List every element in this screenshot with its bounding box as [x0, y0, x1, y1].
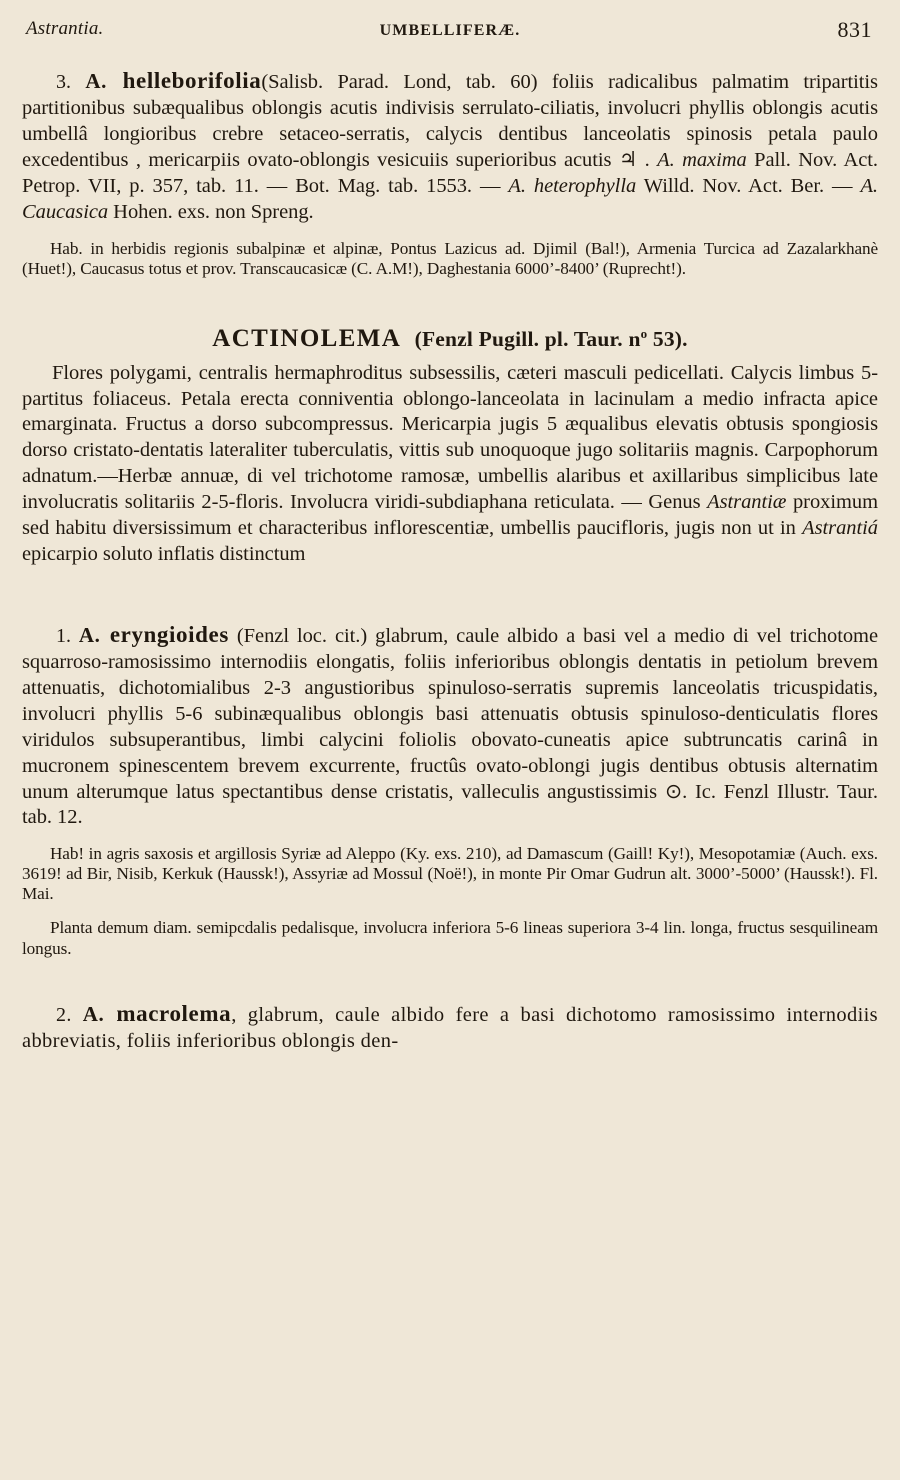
species-entry-helleborifolia	[22, 66, 878, 226]
synonym-2-name: A. heterophylla	[508, 174, 637, 197]
species-description: (Fenzl loc. cit.) glabrum, caule albido a basi vel a medio di vel trichotome squarroso-ramosissimo internodiis elongatis, foliis inferioribus oblongis dentatis in petiolum brevem attenuatis, dichotomialibus 2-3 angustioribus spinuloso-serratis supremis lanceolatis tricuspidatis, involucri phyllis 5-6 subinæqualibus oblongis basi attenuatis obtusis spinuloso-denticulatis flores viridulos subsuperantibus, limbi calycini foliolis obovato-cuneatis apice subtruncatis carinâ in mucronem spinescentem brevem excurrente, fructûs ovato-oblongi jugis dentibus obtusis alternatim unum alterumque latus spectantibus dense cristatis, valleculis angustissimis ⊙. Ic. Fenzl Illustr. Taur. tab. 12.	[22, 624, 878, 829]
synonym-1-name: A. maxima	[657, 148, 747, 171]
species-description: (Salisb. Parad. Lond, tab. 60) foliis radicalibus palmatim tripartitis partitionibus subæqualibus oblongis acutis indivisis serrulato-ciliatis, involucri phyllis oblongis acutis umbellâ longioribus crebre setaceo-serratis, calycis dentibus lanceolatis spinosis petala paulo excedentibus , mericarpiis ovato-oblongis vesicuiis superioribus acutis ♃ .	[22, 71, 878, 171]
page-number: 831	[837, 17, 872, 42]
genus-cross-reference-1: Astrantiæ	[707, 491, 787, 514]
genus-authority-text: (Fenzl Pugill. pl. Taur. n	[414, 326, 641, 351]
species-number: 2.	[56, 1004, 72, 1027]
species-number: 3.	[56, 71, 71, 93]
habitat-text: Hab. in herbidis regionis subalpinæ et alpinæ, Pontus Lazicus ad. Djimil (Bal!), Armenia Turcica ad Zazalarkhanè (Huet!), Caucasus totus et prov. Transcaucasicæ (C. A.M!), Daghestania 6000’-8400’ (Ruprecht!).	[22, 238, 878, 278]
genus-abbreviation: A.	[78, 622, 101, 647]
running-head	[22, 18, 878, 52]
synonym-1-citation: Pall. Nov. Act. Petrop. VII, p. 357, tab. 11. — Bot. Mag. tab. 1553. —	[22, 148, 878, 197]
species-entry-macrolema	[22, 999, 878, 1055]
running-head-center: UMBELLIFERÆ.	[379, 22, 521, 39]
species-epithet: helleborifolia	[122, 68, 262, 93]
species-name	[79, 622, 229, 647]
genus-abbreviation: A.	[85, 69, 107, 93]
species-name	[85, 68, 261, 93]
genus-authority	[415, 327, 688, 351]
species-epithet: macrolema	[116, 1001, 232, 1027]
note-text: Planta demum diam. semipcdalis pedalisque, involucra inferiora 5-6 lineas superiora 3-4 lin. longa, fructus sesquilineam longus.	[22, 918, 878, 958]
synonym-2-citation: Willd. Nov. Act. Ber. —	[636, 174, 861, 197]
synonym-3-name: A. Caucasica	[22, 174, 879, 223]
genus-cross-reference-2: Astrantiá	[802, 517, 878, 540]
genus-authority-superscript: o	[640, 325, 648, 341]
species-number: 1.	[56, 624, 71, 647]
genus-description-part1: Flores polygami, centralis hermaphroditus subsessilis, cæteri masculi pedicellati. Calycis limbus 5-partitus foliaceus. Petala erecta conniventia oblongo-lanceolata in lacinulam a medio infracta apice emarginata. Fructus a dorso subcompressus. Mericarpia jugis 5 æqualibus elevatis obtusis spongiosis dorso cristato-dentatis lateraliter tuberculatis, vittis sub unoquoque jugo solitariis magnis. Carpophorum adnatum.—Herbæ annuæ, di vel trichotome ramosæ, umbellis alaribus et axillaribus simplicibus late involucratis solitariis 2-5-floris. Involucra viridi-subdiaphana reticulata. — Genus	[22, 361, 878, 514]
synonym-3-citation: Hohen. exs. non Spreng.	[108, 200, 314, 223]
genus-abbreviation: A.	[82, 1002, 105, 1027]
species-description: , glabrum, caule albido fere a basi dichotomo ramosissimo internodiis abbreviatis, foliis inferioribus oblongis den-	[22, 1004, 878, 1052]
running-head-left: Astrantia.	[26, 18, 104, 39]
genus-description-part3: epicarpio soluto inflatis distinctum	[22, 543, 306, 566]
species-entry-eryngioides	[22, 620, 878, 831]
genus-description	[22, 361, 878, 568]
species-epithet: eryngioides	[109, 621, 229, 647]
habitat-text: Hab! in agris saxosis et argillosis Syriæ ad Aleppo (Ky. exs. 210), ad Damascum (Gaill! Ky!), Mesopotamiæ (Auch. exs. 3619! ad Bir, Nisib, Kerkuk (Haussk!), Assyriæ ad Mossul (Noë!), in monte Pir Omar Gudrun alt. 3000’-5000’ (Haussk!). Fl. Mai.	[22, 844, 878, 904]
note-eryngioides	[22, 918, 878, 959]
genus-heading	[22, 325, 878, 353]
genus-description-part2: proximum sed habitu diversissimum et characteribus inflorescentiæ, umbellis paucifloris, jugis non ut in	[22, 491, 878, 540]
genus-authority-tail: 53).	[647, 326, 688, 351]
genus-name: ACTINOLEMA	[212, 324, 402, 352]
habitat-eryngioides	[22, 844, 878, 904]
habitat-helleborifolia	[22, 239, 878, 279]
species-name	[83, 1001, 231, 1026]
